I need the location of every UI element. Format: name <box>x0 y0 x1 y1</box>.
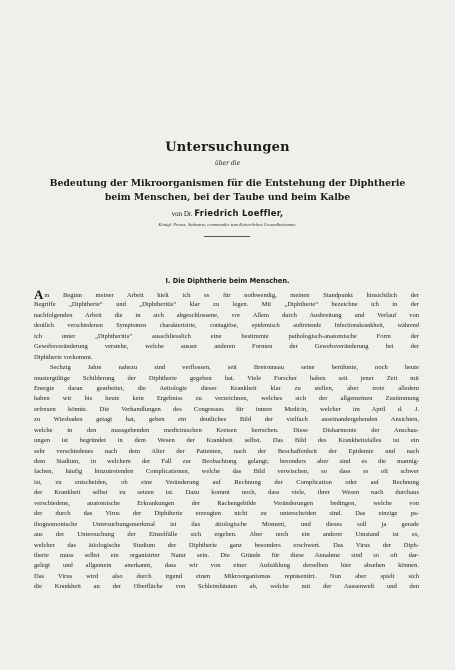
text-line: therie muss selbst ein organisirter Natur sein. Die Gründe für diese Annahme sind so oft dar- <box>34 551 419 559</box>
title-connector: über die <box>214 160 241 167</box>
text-line: deutlich verschiedenen Symptomen charakterisirte, contagiöse, epidemisch auftretende Infectionskrankheit, während <box>34 322 419 330</box>
author-affiliation: Königl. Preuss. Stabsarzt, commandirt zum Kaiserlichen Gesundheitsamte. <box>158 222 297 227</box>
text-line: nachfolgenden Arbeit die in sich abgeschlossene, vor Allem durch Ausbreitung und Verlauf von <box>34 311 419 319</box>
text-line: ungen ist begründet in dem Wesen der Krankheit selbst. Das Bild des Krankheitsfalles ist ein <box>34 437 419 445</box>
text-line: fachen, häufig hinzutretenden Complicationen, welche das Bild verwischen, so dass es oft schwer <box>34 468 419 476</box>
author-line <box>0 208 455 218</box>
text-line: aus der Untersuchung der Einzelfälle sich ergeben. Aber noch ein anderer Umstand ist es, <box>34 531 419 539</box>
subtitle-line-2: beim Menschen, bei der Taube und beim Kalbe <box>104 192 351 203</box>
document-title: Untersuchungen <box>165 140 290 155</box>
text-line: sehr verschiedenes nach dem Alter der Patienten, nach der Beschaffenheit der Epidemie und nach <box>34 447 419 455</box>
subtitle-line-1: Bedeutung der Mikroorganismen für die Entstehung der Diphtherie <box>49 178 406 189</box>
text-line: der Krankheit selbst zu setzen ist. Dazu kommt noch, dass viele, ihrer Wesen nach durchaus <box>34 489 419 497</box>
text-line: welcher das ätiologische Studium der Diphtherie ganz besonders erschwert. Das Virus der Diph- <box>34 541 419 549</box>
author-name: Friedrich Loeffler, <box>194 208 284 218</box>
text-line: Diphtherie vorkommt. <box>34 353 93 361</box>
text-line: der durch das Virus der Diphtherie erzeugten nicht zu unterscheiden sind. Das einzige pa- <box>34 510 419 518</box>
text-line: Sechzig Jahre nahezu sind verflossen, seit Bretonneau seine berühmte, noch heute <box>50 364 419 372</box>
body-text <box>34 287 419 593</box>
text-line: gelegt und allgemein anerkannt, dass wir von einer Aufzählung derselben hier absehen können. <box>34 562 419 570</box>
text-line: erfreuen könnte. Die Verhandlungen des Congresses für innere Medicin, welcher im April d. J. <box>34 405 419 413</box>
text-line: zu Wiesbaden getagt hat, geben ein deutliches Bild der vielfach auseinandergehenden Ansichten, <box>34 416 419 424</box>
text-line: mustergültige Schilderung der Diphtherie gegeben hat. Viele Forscher haben seit jener Zeit mit <box>34 374 419 382</box>
text-line: die Krankheit an der Oberfläche von Schleimhäuten ab, welche mit der Aussenwelt und den <box>34 583 419 591</box>
text-line: ist, zu entscheiden, ob eine Veränderung auf Rechnung der Complication oder auf Rechnung <box>34 478 419 486</box>
title-divider <box>204 236 250 237</box>
text-line: verschiedene, anatomische Erkrankungen der Rachengebilde Veränderungen bedingen, welche von <box>34 499 419 507</box>
text-line: Am Beginn meiner Arbeit hielt ich es für nothwendig, meinen Standpunkt hinsichtlich der <box>34 287 419 302</box>
text-line: Begriffe „Diphtherie“ und „Diphtheritis“ klar zu legen. Mit „Diphtherie“ bezeichne ich in der <box>34 301 419 309</box>
text-line: ich unter „Diphtheritis“ ausschliesslich eine bestimmte pathologisch-anatomische Form der <box>34 332 419 340</box>
text-line: Das Virus wird also durch irgend einen Mikroorganismus repräsentirt. Nun aber spielt sich <box>34 572 419 580</box>
text-line: thognomonische Untersuchungsmerkmal ist das ätiologische Moment, und dieses soll ja gerade <box>34 520 419 528</box>
text-line: Gewebsveränderung verstehe, welche ausser anderen Formen der Gewebsveränderung bei der <box>34 343 419 351</box>
text-line: haben wir bis heute kein Ergebniss zu verzeichnen, welches sich der allgemeinen Zustimmung <box>34 395 419 403</box>
text-line: dem Stadium, in welchem der Fall zur Beobachtung gelangt; besonders aber sind es die mannig- <box>34 458 419 465</box>
text-line: Energie daran gearbeitet, die Aetiologie dieser Krankheit klar zu stellen, aber trotz alledem <box>34 384 419 392</box>
drop-cap: A <box>34 287 44 302</box>
text-line: welche in den massgebenden medicinischen Kreisen herrschen. Diese Disharmonie der Anschau- <box>34 426 419 434</box>
section-heading: I. Die Diphtherie beim Menschen. <box>165 277 290 285</box>
author-prefix: von Dr. <box>171 210 193 218</box>
